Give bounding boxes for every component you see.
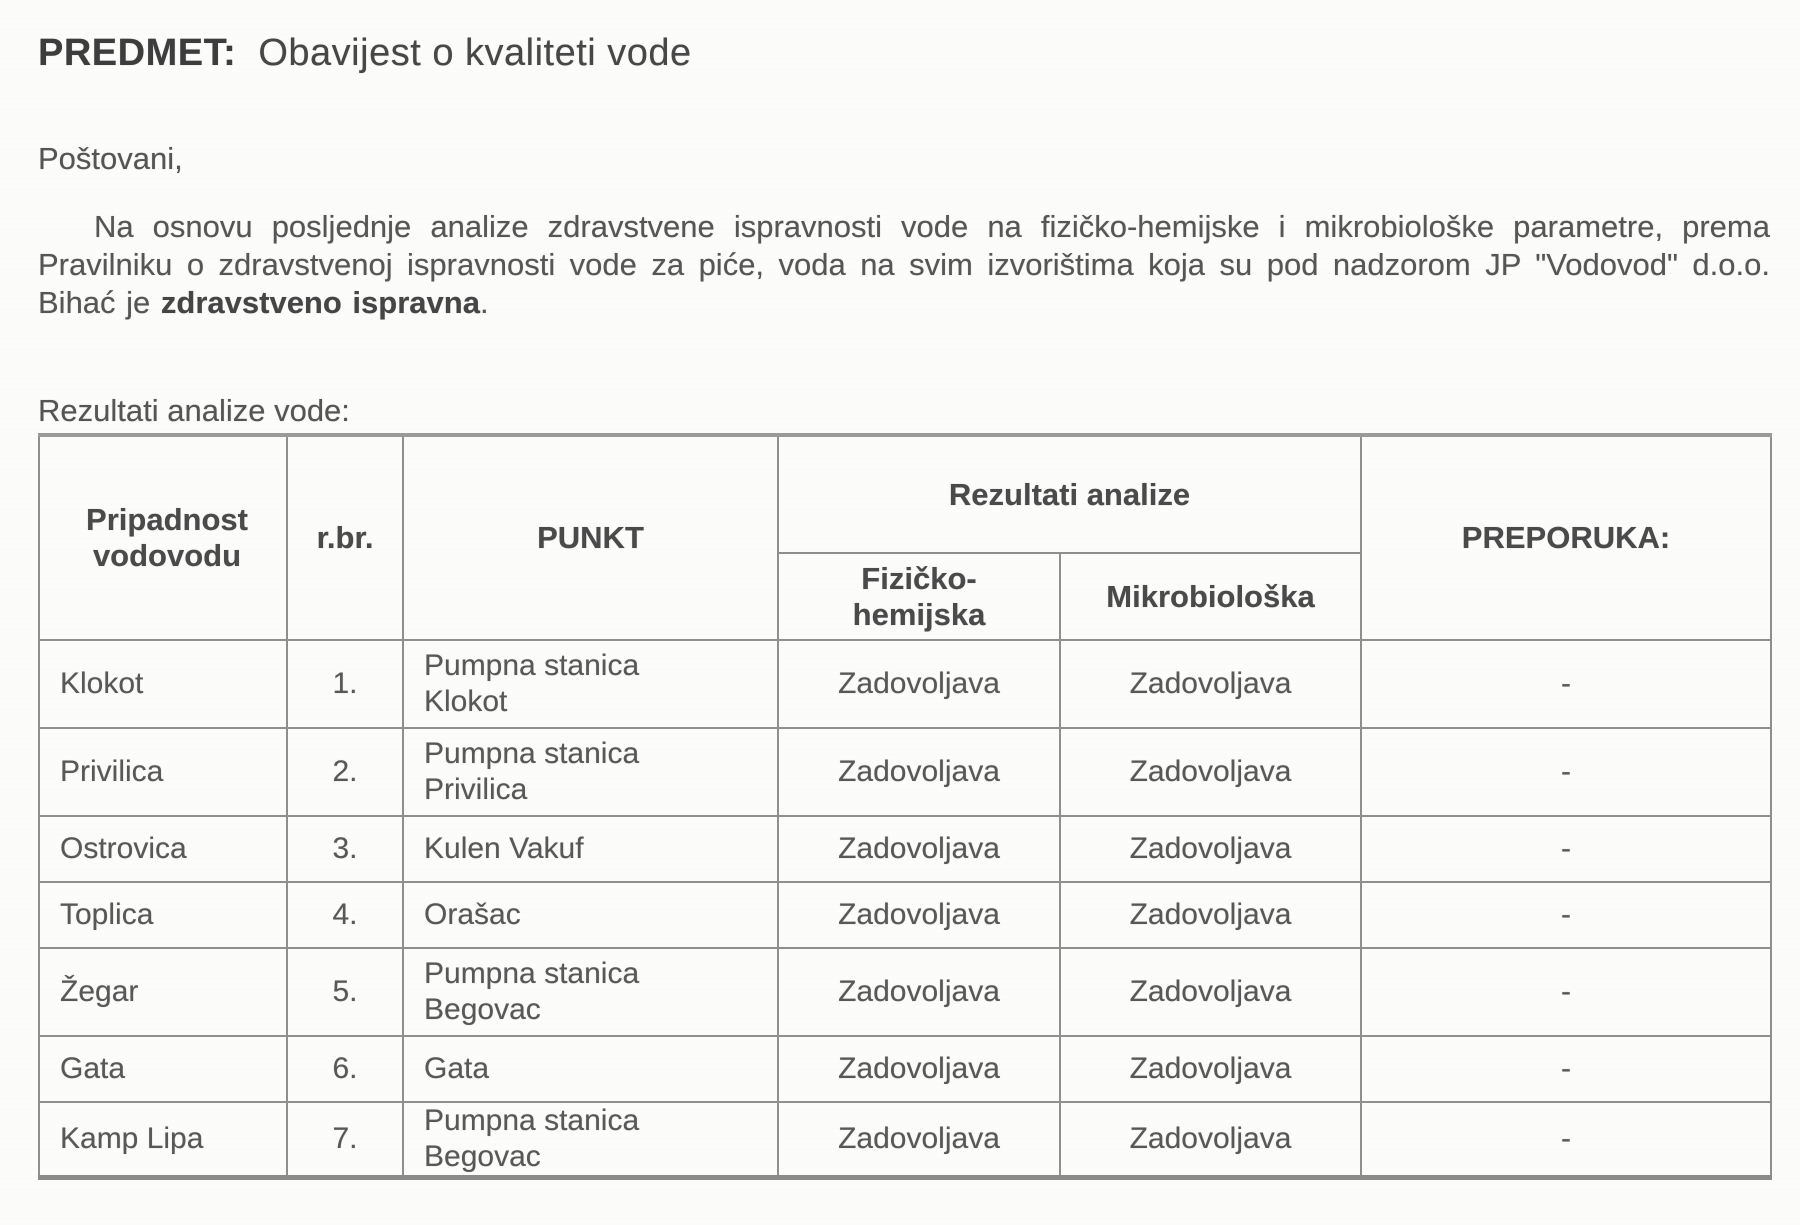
cell-pripadnost: Privilica: [39, 728, 287, 816]
cell-rbr: 3.: [287, 816, 403, 882]
cell-fizicko: Zadovoljava: [778, 1102, 1060, 1178]
header-punkt: PUNKT: [403, 435, 778, 640]
table-row: [39, 1102, 1771, 1178]
cell-rbr: 5.: [287, 948, 403, 1036]
cell-pripadnost: Ostrovica: [39, 816, 287, 882]
table-caption: Rezultati analize vode:: [38, 393, 350, 428]
cell-preporuka: -: [1361, 640, 1771, 728]
cell-punkt: [403, 1102, 778, 1178]
paragraph-bold-phrase: zdravstveno ispravna: [160, 285, 480, 320]
cell-punkt-text: Orašac: [424, 898, 521, 931]
cell-preporuka: -: [1361, 882, 1771, 948]
body-paragraph: [38, 208, 1770, 322]
cell-pripadnost: Kamp Lipa: [39, 1102, 287, 1178]
table-row: [39, 728, 1771, 816]
cell-pripadnost: Klokot: [39, 640, 287, 728]
cell-fizicko: Zadovoljava: [778, 816, 1060, 882]
subject-label: PREDMET:: [38, 32, 237, 74]
cell-fizicko: Zadovoljava: [778, 1036, 1060, 1102]
subject-text-value: Obavijest o kvaliteti vode: [258, 32, 692, 74]
cell-preporuka: -: [1361, 728, 1771, 816]
cell-preporuka: -: [1361, 816, 1771, 882]
cell-punkt: [403, 640, 778, 728]
cell-punkt: [403, 1036, 778, 1102]
cell-fizicko: Zadovoljava: [778, 640, 1060, 728]
cell-rbr: 4.: [287, 882, 403, 948]
cell-punkt-text: Pumpna stanica Begovac: [424, 957, 640, 1026]
cell-mikrobioloska: Zadovoljava: [1060, 816, 1361, 882]
header-mikrobioloska: Mikrobiološka: [1060, 553, 1361, 640]
cell-fizicko: Zadovoljava: [778, 882, 1060, 948]
cell-pripadnost: Žegar: [39, 948, 287, 1036]
cell-punkt-text: Gata: [424, 1052, 490, 1085]
header-pripadnost: [39, 435, 287, 640]
cell-rbr: 1.: [287, 640, 403, 728]
cell-mikrobioloska: Zadovoljava: [1060, 1102, 1361, 1178]
cell-punkt: [403, 882, 778, 948]
cell-mikrobioloska: Zadovoljava: [1060, 640, 1361, 728]
header-fizicko-label: Fizičko-hemijska: [852, 560, 986, 632]
cell-fizicko: Zadovoljava: [778, 728, 1060, 816]
cell-punkt-text: Pumpna stanica Klokot: [424, 649, 640, 718]
cell-preporuka: -: [1361, 1102, 1771, 1178]
cell-rbr: 7.: [287, 1102, 403, 1178]
cell-mikrobioloska: Zadovoljava: [1060, 728, 1361, 816]
salutation: Poštovani,: [38, 141, 183, 176]
subject-text: [247, 32, 691, 74]
results-table: [38, 433, 1772, 1180]
cell-punkt-text: Pumpna stanica Privilica: [424, 737, 640, 806]
table-row: [39, 640, 1771, 728]
cell-punkt: [403, 948, 778, 1036]
cell-punkt: [403, 816, 778, 882]
cell-preporuka: -: [1361, 1036, 1771, 1102]
header-preporuka: PREPORUKA:: [1361, 435, 1771, 640]
paragraph-text-1: Na osnovu posljednje analize zdravstvene ispravnosti vode na fizičko-hemijske i mikrobiološke parametre, prema Pravilniku o zdravstvenoj ispravnosti vode za piće, voda na svim izvorištima koja su pod nadzorom JP "Vodovod" d.o.o. Bihać je: [38, 209, 1770, 320]
header-pripadnost-label: Pripadnost vodovodu: [86, 502, 248, 573]
cell-rbr: 2.: [287, 728, 403, 816]
table-header-row-top: [39, 435, 1771, 553]
table-row: [39, 882, 1771, 948]
table-row: [39, 816, 1771, 882]
cell-punkt: [403, 728, 778, 816]
paragraph-text-2: .: [479, 285, 489, 320]
subject-line: [38, 0, 1770, 76]
header-rbr: r.br.: [287, 435, 403, 640]
cell-pripadnost: Gata: [39, 1036, 287, 1102]
cell-pripadnost: Toplica: [39, 882, 287, 948]
cell-mikrobioloska: Zadovoljava: [1060, 882, 1361, 948]
table-row: [39, 1036, 1771, 1102]
cell-punkt-text: Pumpna stanica Begovac: [424, 1104, 640, 1173]
header-fizicko: [778, 553, 1060, 640]
cell-rbr: 6.: [287, 1036, 403, 1102]
cell-punkt-text: Kulen Vakuf: [424, 832, 584, 865]
cell-mikrobioloska: Zadovoljava: [1060, 1036, 1361, 1102]
cell-preporuka: -: [1361, 948, 1771, 1036]
cell-fizicko: Zadovoljava: [778, 948, 1060, 1036]
cell-mikrobioloska: Zadovoljava: [1060, 948, 1361, 1036]
header-rezultati-group: Rezultati analize: [778, 435, 1361, 553]
table-row: [39, 948, 1771, 1036]
